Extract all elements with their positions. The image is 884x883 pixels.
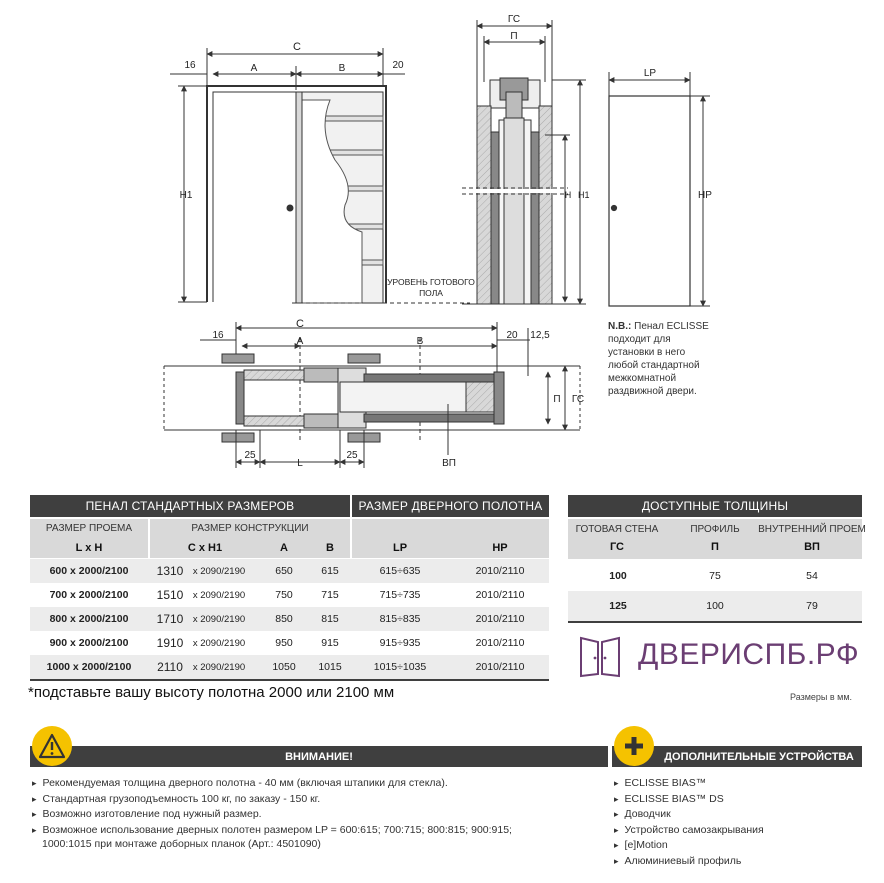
nb-line-5: раздвижной двери.	[608, 386, 697, 397]
cell-h1: x 2090/2190	[192, 661, 246, 673]
brand-logo	[578, 634, 860, 678]
floor-label-1: УРОВЕНЬ ГОТОВОГО	[387, 277, 475, 287]
dim-c-front: C	[293, 41, 301, 53]
cell-b: 915	[321, 637, 339, 649]
col-b: B	[326, 541, 334, 554]
extras-item: ▸ [e]Motion	[614, 838, 864, 854]
cell-c: 1710	[156, 612, 184, 626]
thickness-bottom-line	[568, 621, 862, 623]
cell-lp: 715÷735	[379, 589, 421, 601]
dim-h1-front: H1	[179, 190, 193, 201]
warning-triangle-icon	[38, 733, 66, 759]
th-col-key-1: П	[711, 541, 719, 553]
table-row	[30, 655, 549, 679]
cell-opening: 600 x 2000/2100	[49, 565, 129, 577]
warning-item: ▸ Возможное использование дверных полотен размером LP = 600:615; 700:715; 800:815; 900:915;	[32, 823, 610, 839]
col-cxh1: C x H1	[187, 541, 223, 554]
dim-vp-plan: ВП	[442, 458, 456, 469]
cell-opening: 1000 x 2000/2100	[46, 661, 132, 673]
main-table-subheader-2	[30, 537, 549, 558]
section-view	[462, 20, 586, 304]
cell-a: 750	[275, 589, 293, 601]
table-row	[30, 559, 549, 583]
warning-item-continuation: 1000:1015 при монтаже доборных планок (Арт.: 4501090)	[42, 838, 321, 850]
extras-bar: ДОПОЛНИТЕЛЬНЫЕ УСТРОЙСТВА	[612, 746, 862, 767]
dim-20-plan: 20	[506, 330, 518, 341]
cell-hp: 2010/2110	[475, 613, 525, 625]
dim-p-plan: П	[553, 394, 561, 405]
dim-25a-plan: 25	[244, 450, 256, 461]
dim-h-section: H	[564, 190, 572, 200]
front-view	[170, 48, 470, 303]
dim-16-plan: 16	[212, 330, 224, 341]
double-door-icon	[578, 634, 622, 678]
cell-b: 615	[321, 565, 339, 577]
dim-p-section: П	[510, 31, 518, 42]
dim-h1-section: H1	[578, 190, 590, 200]
col-divider-2	[350, 495, 352, 558]
cell-opening: 700 x 2000/2100	[49, 589, 129, 601]
cell-a: 650	[275, 565, 293, 577]
cell-b: 1015	[318, 661, 342, 673]
extras-item: ▸ Устройство самозакрывания	[614, 823, 864, 839]
main-table-subheader-1	[30, 519, 549, 537]
thickness-table-header: ДОСТУПНЫЕ ТОЛЩИНЫ	[568, 495, 862, 517]
cell-c: 1510	[156, 588, 184, 602]
table-row	[30, 583, 549, 607]
cell-h1: x 2090/2190	[192, 613, 246, 625]
col-hp: HP	[492, 541, 508, 554]
cell-opening: 800 x 2000/2100	[49, 613, 129, 625]
dim-l-plan: L	[297, 458, 303, 469]
warning-item: ▸ Рекомендуемая толщина дверного полотна - 40 мм (включая штапики для стекла).	[32, 776, 610, 792]
cell-lp: 915÷935	[379, 637, 421, 649]
th-gs: 100	[609, 570, 627, 582]
col-lxh: L x H	[75, 541, 103, 554]
thickness-row	[568, 591, 862, 621]
floor-label-2: ПОЛА	[419, 288, 443, 298]
cell-c: 1310	[156, 564, 184, 578]
th-p: 75	[709, 570, 721, 582]
cell-hp: 2010/2110	[475, 637, 525, 649]
main-table-header-left: ПЕНАЛ СТАНДАРТНЫХ РАЗМЕРОВ	[30, 495, 350, 517]
nb-line-0: Пенал ECLISSE	[634, 321, 709, 332]
cell-c: 1910	[156, 636, 184, 650]
th-p: 100	[706, 600, 724, 612]
warning-item: ▸ Стандартная грузоподъемность 100 кг, по заказу - 150 кг.	[32, 792, 610, 808]
cell-hp: 2010/2110	[475, 661, 525, 673]
th-vp: 79	[806, 600, 818, 612]
dim-12-5-plan: 12,5	[530, 330, 550, 341]
th-col-key-0: ГС	[609, 541, 625, 553]
col-lp: LP	[392, 541, 408, 554]
plus-icon-circle	[614, 726, 654, 766]
brand-name: ДВЕРИСПБ.РФ	[638, 638, 860, 671]
warning-list	[32, 776, 610, 838]
warning-item: ▸ Возможно изготовление под нужный размер.	[32, 807, 610, 823]
th-gs: 125	[609, 600, 627, 612]
extras-item: ▸ Доводчик	[614, 807, 864, 823]
th-vp: 54	[806, 570, 818, 582]
dim-16-front: 16	[184, 60, 196, 71]
thickness-subheader	[568, 519, 866, 559]
plus-icon	[623, 735, 645, 757]
cell-h1: x 2090/2190	[192, 565, 246, 577]
nb-line-2: установки в него	[608, 347, 686, 358]
cell-b: 715	[321, 589, 339, 601]
cell-h1: x 2090/2190	[192, 589, 246, 601]
sub-opening: РАЗМЕР ПРОЕМА	[45, 522, 133, 534]
dim-gs-section: ГС	[507, 14, 521, 25]
table-bottom-line	[30, 679, 549, 681]
col-a: A	[280, 541, 288, 554]
nb-line-1: подходит для	[608, 334, 671, 345]
extras-item: ▸ Алюминиевый профиль	[614, 854, 864, 870]
nb-prefix: N.B.:	[608, 321, 632, 332]
dim-b-front: B	[338, 63, 346, 74]
cell-hp: 2010/2110	[475, 565, 525, 577]
table-row	[30, 607, 549, 631]
dim-25b-plan: 25	[346, 450, 358, 461]
cell-opening: 900 x 2000/2100	[49, 637, 129, 649]
dim-lp-leaf: LP	[643, 68, 657, 79]
height-footnote: *подставьте вашу высоту полотна 2000 или 2100 мм	[28, 684, 395, 701]
th-col-key-2: ВП	[804, 541, 820, 553]
units-note: Размеры в мм.	[790, 692, 853, 702]
dim-b-plan: B	[416, 336, 424, 347]
warning-icon	[32, 726, 72, 766]
cell-lp: 615÷635	[379, 565, 421, 577]
th-col-title-2: ВНУТРЕННИЙ ПРОЕМ	[758, 523, 866, 535]
cell-h1: x 2090/2190	[192, 637, 246, 649]
extras-list	[614, 776, 864, 869]
nb-line-3: любой стандартной	[608, 360, 700, 371]
dim-c-plan: C	[296, 318, 304, 330]
dim-a-plan: A	[296, 336, 304, 347]
extras-item: ▸ ECLISSE BIAS™	[614, 776, 864, 792]
warning-bar: ВНИМАНИЕ!	[30, 746, 608, 767]
thickness-row	[568, 561, 862, 591]
extras-item: ▸ ECLISSE BIAS™ DS	[614, 792, 864, 808]
dim-a-front: A	[250, 63, 258, 74]
th-col-title-0: ГОТОВАЯ СТЕНА	[575, 523, 659, 535]
cell-a: 850	[275, 613, 293, 625]
dim-gs-plan: ГС	[571, 394, 585, 405]
main-table-header-right: РАЗМЕР ДВЕРНОГО ПОЛОТНА	[352, 495, 549, 517]
dim-hp-leaf: HP	[698, 190, 712, 201]
cell-lp: 815÷835	[379, 613, 421, 625]
cell-a: 1050	[272, 661, 296, 673]
cell-b: 815	[321, 613, 339, 625]
table-row	[30, 631, 549, 655]
cell-c: 2110	[157, 660, 183, 674]
th-col-title-1: ПРОФИЛЬ	[690, 523, 740, 535]
cell-lp: 1015÷1035	[373, 661, 427, 673]
sub-construction: РАЗМЕР КОНСТРУКЦИИ	[191, 522, 309, 534]
col-divider-1	[148, 519, 150, 558]
nb-line-4: межкомнатной	[608, 373, 677, 384]
plan-view	[164, 322, 580, 468]
leaf-view	[609, 72, 710, 306]
nb-note	[608, 320, 738, 398]
cell-hp: 2010/2110	[475, 589, 525, 601]
cell-a: 950	[275, 637, 293, 649]
dim-20-front: 20	[392, 60, 404, 71]
